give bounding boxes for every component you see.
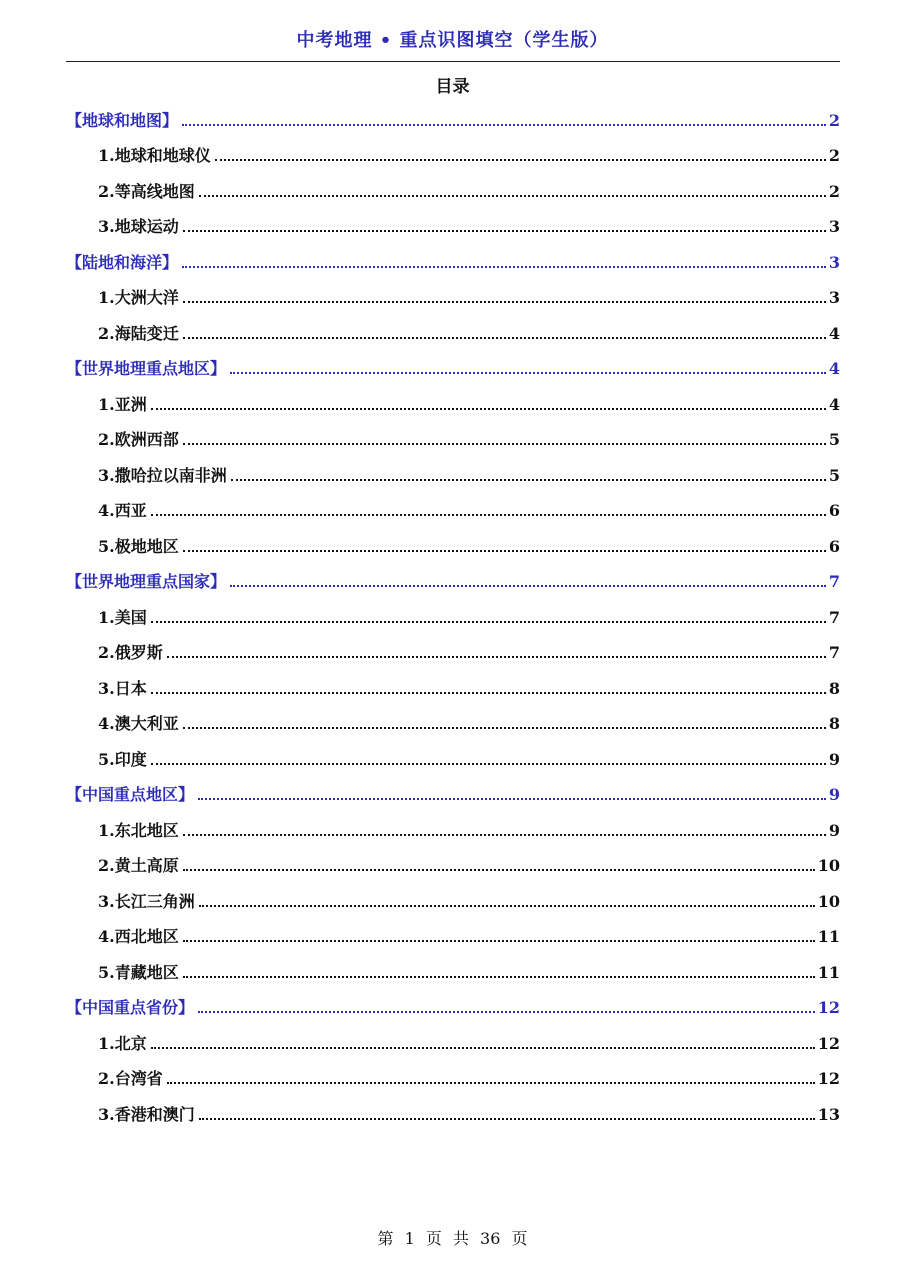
toc-entry-label: 2.等高线地图: [98, 181, 195, 201]
toc-dot-leader: [215, 159, 826, 161]
toc-entry[interactable]: [66, 137, 840, 173]
toc-page-number: 5: [828, 430, 840, 449]
toc-entry-label: 5.极地地区: [98, 536, 179, 556]
toc-entry[interactable]: [66, 314, 840, 350]
header-divider: [66, 61, 840, 62]
toc-page-number: 7: [828, 607, 840, 627]
toc-page-number: 9: [828, 749, 840, 769]
toc-page-number: 6: [828, 536, 840, 556]
toc-entry[interactable]: [66, 1060, 840, 1096]
document-header-title: 中考地理 • 重点识图填空（学生版）: [296, 30, 609, 51]
toc-entry-label: 3.撒哈拉以南非洲: [98, 465, 227, 485]
toc-dot-leader: [230, 585, 826, 587]
toc-dot-leader: [183, 727, 826, 729]
toc-page-number: 13: [817, 1104, 840, 1124]
toc-dot-leader: [230, 372, 826, 374]
toc-entry-label: 4.西亚: [98, 501, 147, 520]
toc-dot-leader: [182, 124, 826, 126]
toc-page-number: 4: [828, 323, 840, 343]
toc-entry[interactable]: [66, 811, 840, 847]
toc-page-number: 2: [828, 110, 840, 130]
toc-entry-label: 2.海陆变迁: [98, 323, 179, 343]
toc-dot-leader: [183, 940, 815, 942]
toc-entry-label: 1.北京: [98, 1033, 147, 1053]
toc-entry-label: 3.长江三角洲: [98, 891, 195, 911]
toc-section-label: 【世界地理重点国家】: [66, 572, 227, 591]
toc-dot-leader: [183, 550, 826, 552]
toc-entry[interactable]: [66, 208, 840, 244]
toc-page-number: 3: [828, 288, 840, 307]
toc-entry[interactable]: [66, 1024, 840, 1060]
toc-dot-leader: [182, 266, 826, 268]
toc-section-land-and-ocean[interactable]: [66, 243, 840, 279]
toc-entry[interactable]: [66, 740, 840, 776]
toc-page-number: 7: [828, 572, 840, 591]
toc-page-number: 2: [828, 146, 840, 165]
toc-dot-leader: [167, 1082, 815, 1084]
toc-entry-label: 2.黄土高原: [98, 856, 179, 875]
toc-page-number: 12: [817, 1069, 840, 1088]
toc-entry[interactable]: [66, 598, 840, 634]
toc-page-number: 5: [828, 465, 840, 485]
toc-entry-label: 1.地球和地球仪: [98, 146, 211, 165]
toc-page-number: 11: [817, 927, 840, 946]
toc-entry-label: 1.美国: [98, 607, 147, 627]
toc-entry-label: 2.台湾省: [98, 1069, 163, 1088]
toc-dot-leader: [151, 1047, 815, 1049]
toc-dot-leader: [183, 230, 826, 232]
toc-section-earth-and-maps[interactable]: [66, 101, 840, 137]
toc-page-number: 10: [817, 891, 840, 911]
toc-entry[interactable]: [66, 385, 840, 421]
toc-dot-leader: [183, 834, 826, 836]
toc-entry[interactable]: [66, 669, 840, 705]
toc-section-label: 【世界地理重点地区】: [66, 359, 227, 378]
toc-section-world-key-regions[interactable]: [66, 350, 840, 386]
toc-entry[interactable]: [66, 1095, 840, 1131]
toc-page-number: 4: [828, 359, 840, 378]
toc-dot-leader: [151, 514, 826, 516]
toc-dot-leader: [231, 479, 826, 481]
toc-entry-label: 3.地球运动: [98, 217, 179, 236]
toc-section-label: 【陆地和海洋】: [66, 252, 179, 272]
toc-page-number: 8: [828, 678, 840, 698]
toc-section-label: 【地球和地图】: [66, 110, 179, 130]
toc-dot-leader: [183, 337, 826, 339]
toc-dot-leader: [199, 195, 826, 197]
toc-page-number: 4: [828, 394, 840, 414]
toc-page-number: 3: [828, 217, 840, 236]
toc-dot-leader: [199, 905, 815, 907]
toc-dot-leader: [151, 692, 826, 694]
toc-dot-leader: [198, 798, 826, 800]
toc-entry-label: 3.香港和澳门: [98, 1104, 195, 1124]
toc-dot-leader: [151, 621, 826, 623]
toc-page-number: 9: [828, 785, 840, 804]
toc-dot-leader: [183, 869, 815, 871]
toc-section-world-key-countries[interactable]: [66, 563, 840, 599]
toc-dot-leader: [199, 1118, 815, 1120]
toc-section-china-key-provinces[interactable]: [66, 989, 840, 1025]
toc-section-china-key-regions[interactable]: [66, 776, 840, 812]
toc-entry[interactable]: [66, 705, 840, 741]
toc-entry-label: 4.西北地区: [98, 927, 179, 946]
toc-dot-leader: [151, 408, 826, 410]
toc-dot-leader: [198, 1011, 815, 1013]
toc-page-number: 12: [817, 1033, 840, 1053]
toc-page-number: 9: [828, 820, 840, 840]
page-footer-indicator: 第 1 页 共 36 页: [377, 1229, 528, 1248]
toc-dot-leader: [151, 763, 826, 765]
toc-page-number: 2: [828, 181, 840, 201]
toc-entry-label: 1.亚洲: [98, 394, 147, 414]
table-of-contents: [66, 101, 840, 1131]
toc-entry-label: 3.日本: [98, 678, 147, 698]
toc-entry[interactable]: [66, 456, 840, 492]
toc-dot-leader: [183, 976, 815, 978]
toc-entry-label: 1.大洲大洋: [98, 288, 179, 307]
toc-section-label: 【中国重点省份】: [66, 998, 195, 1017]
toc-entry[interactable]: [66, 421, 840, 457]
toc-entry[interactable]: [66, 527, 840, 563]
toc-entry[interactable]: [66, 279, 840, 315]
toc-section-label: 【中国重点地区】: [66, 785, 195, 804]
toc-entry[interactable]: [66, 882, 840, 918]
toc-page-number: 11: [817, 962, 840, 982]
toc-page-number: 10: [817, 856, 840, 875]
toc-page-number: 7: [828, 643, 840, 662]
toc-page-number: 8: [828, 714, 840, 733]
toc-entry[interactable]: [66, 172, 840, 208]
toc-dot-leader: [167, 656, 826, 658]
toc-page-number: 6: [828, 501, 840, 520]
toc-entry[interactable]: [66, 847, 840, 883]
toc-entry-label: 2.欧洲西部: [98, 430, 179, 449]
toc-entry[interactable]: [66, 634, 840, 670]
toc-entry-label: 1.东北地区: [98, 820, 179, 840]
toc-entry[interactable]: [66, 492, 840, 528]
toc-heading: 目录: [435, 77, 470, 97]
toc-dot-leader: [183, 443, 826, 445]
toc-page-number: 3: [828, 252, 840, 272]
toc-entry[interactable]: [66, 953, 840, 989]
toc-dot-leader: [183, 301, 826, 303]
toc-entry[interactable]: [66, 918, 840, 954]
toc-entry-label: 5.青藏地区: [98, 962, 179, 982]
toc-entry-label: 5.印度: [98, 749, 147, 769]
toc-entry-label: 2.俄罗斯: [98, 643, 163, 662]
toc-entry-label: 4.澳大利亚: [98, 714, 179, 733]
toc-page-number: 12: [817, 998, 840, 1017]
